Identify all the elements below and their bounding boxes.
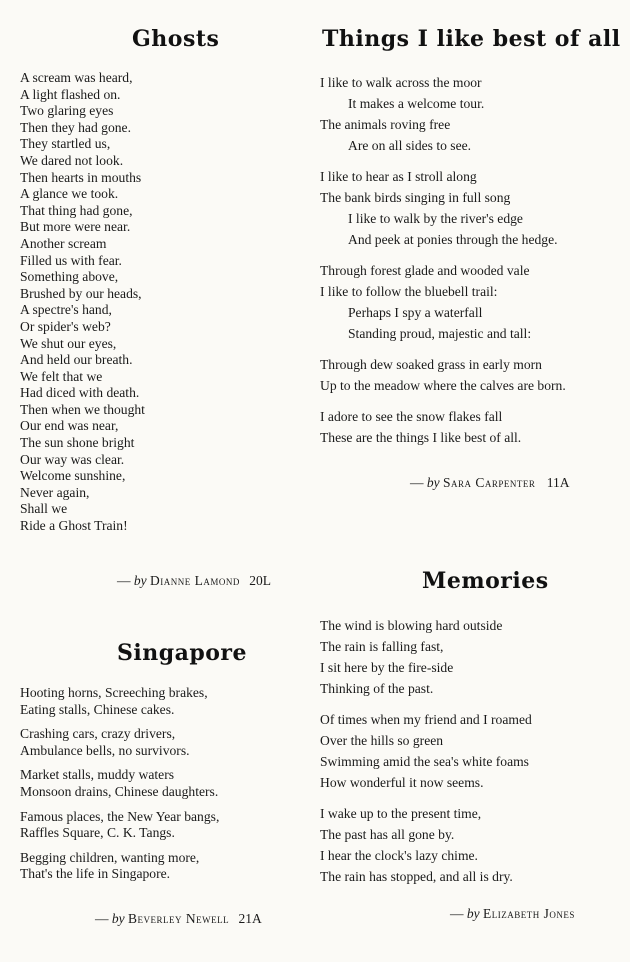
- byline-form: 21A: [238, 911, 262, 926]
- poem-line: Are on all sides to see.: [348, 138, 472, 153]
- poem-line: Another scream: [20, 235, 107, 251]
- poem-line: The sun shone bright: [20, 435, 135, 451]
- poem-body: [320, 615, 532, 887]
- byline-by: by: [466, 906, 480, 921]
- byline-dash: —: [410, 475, 424, 490]
- poem-line: The bank birds singing in full song: [320, 190, 511, 205]
- poem-line: Then they had gone.: [20, 119, 131, 135]
- byline-singapore: [95, 911, 262, 927]
- poem-line: I like to follow the bluebell trail:: [320, 284, 498, 299]
- poem-line: Something above,: [20, 269, 119, 285]
- poem-line: And held our breath.: [20, 352, 133, 368]
- poem-line: Perhaps I spy a waterfall: [348, 305, 483, 320]
- poem-title: Ghosts: [132, 26, 220, 52]
- poem-line: Hooting horns, Screeching brakes,: [20, 685, 208, 700]
- poem-title: Memories: [422, 568, 549, 594]
- poem-line: They startled us,: [20, 136, 111, 152]
- poem-line: Standing proud, majestic and tall:: [348, 326, 532, 341]
- poem-line: Over the hills so green: [320, 733, 444, 748]
- poem-line: That thing had gone,: [20, 202, 133, 218]
- poem-line: Filled us with fear.: [20, 252, 122, 268]
- byline-by: by: [133, 573, 147, 588]
- poem-line: The rain is falling fast,: [320, 639, 444, 654]
- byline-form: 11A: [546, 475, 570, 490]
- poem-line: Ambulance bells, no survivors.: [20, 742, 190, 758]
- poem-line: Had diced with death.: [20, 385, 140, 401]
- poem-line: Begging children, wanting more,: [20, 849, 200, 865]
- poem-line: It makes a welcome tour.: [348, 96, 485, 111]
- poem-line: Thinking of the past.: [320, 681, 434, 696]
- poem-line: Welcome sunshine,: [20, 468, 126, 484]
- poem-line: Crashing cars, crazy drivers,: [20, 726, 176, 742]
- byline-dash: —: [117, 573, 131, 588]
- byline-things-i-like: [410, 475, 570, 491]
- poem-body: [20, 70, 145, 535]
- poem-line: Ride a Ghost Train!: [20, 518, 128, 534]
- poem-line: A spectre's hand,: [20, 302, 112, 318]
- poem-line: I hear the clock's lazy chime.: [320, 848, 478, 863]
- poem-line: Shall we: [20, 501, 68, 517]
- poem-line: Then hearts in mouths: [20, 169, 142, 185]
- poem-line: A light flashed on.: [20, 86, 121, 102]
- poem-line: I like to walk across the moor: [320, 75, 482, 90]
- byline-form: 20L: [249, 573, 271, 588]
- poem-line: Famous places, the New Year bangs,: [20, 808, 220, 824]
- poem-line: Through dew soaked grass in early morn: [320, 357, 542, 372]
- poem-line: Our way was clear.: [20, 451, 125, 467]
- poem-line: Of times when my friend and I roamed: [320, 712, 532, 727]
- poem-line: Through forest glade and wooded vale: [320, 263, 530, 278]
- poem-line: The animals roving free: [320, 117, 451, 132]
- poem-line: How wonderful it now seems.: [320, 775, 484, 790]
- byline-author: Sara Carpenter: [443, 475, 536, 490]
- poem-line: Up to the meadow where the calves are born.: [320, 378, 566, 393]
- poem-title: Singapore: [117, 640, 248, 666]
- poem-title: Things I like best of all: [322, 26, 621, 52]
- byline-author: Elizabeth Jones: [483, 906, 575, 921]
- poem-line: That's the life in Singapore.: [20, 866, 171, 882]
- poem-body: [20, 685, 219, 883]
- byline-ghosts: [117, 573, 271, 589]
- poem-line: The past has all gone by.: [320, 827, 455, 842]
- byline-by: by: [111, 911, 125, 926]
- poem-line: Market stalls, muddy waters: [20, 767, 175, 783]
- byline-dash: —: [450, 906, 464, 921]
- poem-line: Swimming amid the sea's white foams: [320, 754, 529, 769]
- poem-line: The rain has stopped, and all is dry.: [320, 869, 513, 884]
- poem-line: A glance we took.: [20, 186, 119, 202]
- poem-line: We felt that we: [20, 368, 103, 384]
- poem-line: Eating stalls, Chinese cakes.: [20, 701, 175, 717]
- byline-dash: —: [95, 911, 109, 926]
- poem-line: And peek at ponies through the hedge.: [348, 232, 558, 247]
- poem-line: Then when we thought: [20, 401, 145, 417]
- poem-line: A scream was heard,: [20, 70, 133, 85]
- poem-line: Brushed by our heads,: [20, 285, 142, 301]
- poem-line: I sit here by the fire-side: [320, 660, 454, 675]
- byline-by: by: [426, 475, 440, 490]
- poem-line: Or spider's web?: [20, 318, 111, 334]
- poem-line: Our end was near,: [20, 418, 119, 434]
- poem-line: Raffles Square, C. K. Tangs.: [20, 825, 175, 841]
- poem-line: We shut our eyes,: [20, 335, 117, 351]
- poem-line: Monsoon drains, Chinese daughters.: [20, 783, 219, 799]
- poem-line: Two glaring eyes: [20, 103, 114, 119]
- poem-line: The wind is blowing hard outside: [320, 618, 503, 633]
- poem-line: But more were near.: [20, 219, 131, 235]
- poem-line: I wake up to the present time,: [320, 806, 482, 821]
- poem-line: We dared not look.: [20, 152, 124, 168]
- poem-line: Never again,: [20, 484, 90, 500]
- byline-author: Beverley Newell: [128, 911, 230, 926]
- poem-body: [320, 72, 566, 448]
- poem-line: I like to hear as I stroll along: [320, 169, 477, 184]
- poem-line: I adore to see the snow flakes fall: [320, 409, 503, 424]
- byline-author: Dianne Lamond: [150, 573, 240, 588]
- poem-line: These are the things I like best of all.: [320, 430, 522, 445]
- poem-line: I like to walk by the river's edge: [348, 211, 523, 226]
- byline-memories: [450, 906, 575, 922]
